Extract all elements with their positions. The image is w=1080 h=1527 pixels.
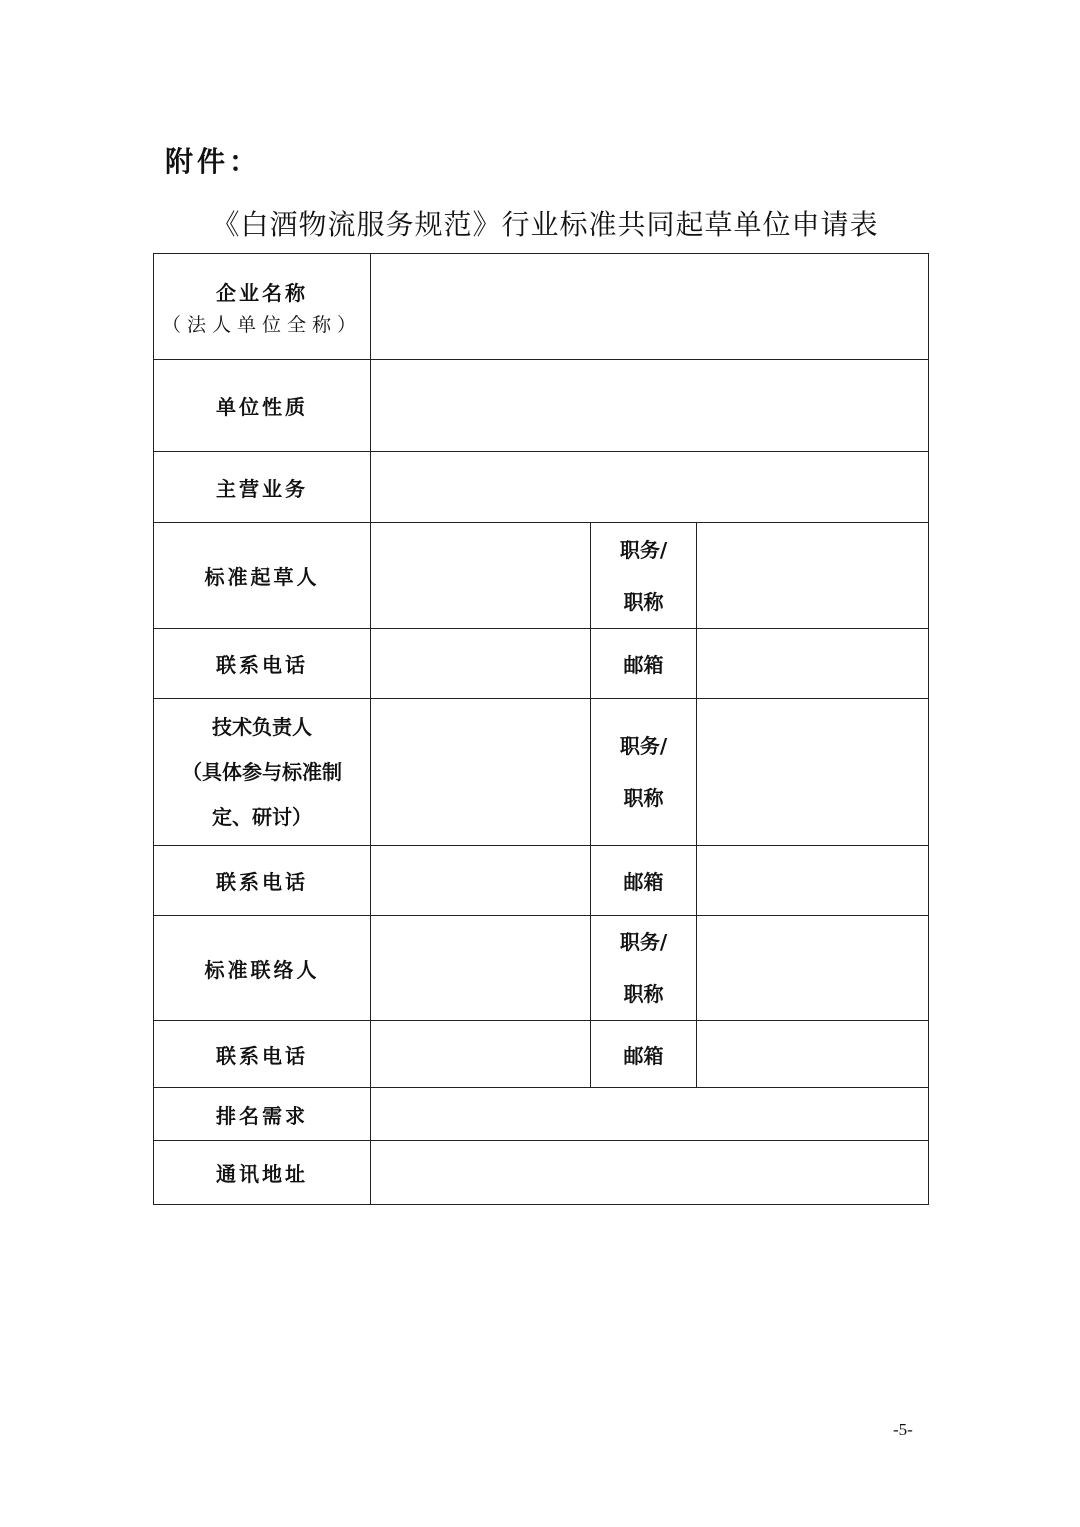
- row-company-name: [154, 254, 929, 360]
- tech-lead-label: [154, 699, 371, 846]
- tech-lead-line2: （具体参与标准制: [182, 759, 342, 784]
- drafter-email-label: 邮箱: [591, 629, 697, 699]
- position-label-line1: 职务/: [619, 537, 668, 562]
- row-ranking: [154, 1088, 929, 1141]
- form-title: 《白酒物流服务规范》行业标准共同起草单位申请表: [211, 208, 879, 241]
- application-form-table: [153, 253, 929, 1205]
- tech-lead-line3: 定、研讨）: [212, 804, 312, 829]
- liaison-label: 标准联络人: [154, 916, 371, 1021]
- ranking-value-cell[interactable]: [371, 1088, 929, 1141]
- address-label: 通讯地址: [154, 1141, 371, 1205]
- position-label-line2: 职称: [623, 589, 664, 614]
- tech-lead-line1: 技术负责人: [212, 714, 312, 739]
- drafter-position-cell[interactable]: [697, 523, 929, 629]
- ranking-label: 排名需求: [154, 1088, 371, 1141]
- row-address: [154, 1141, 929, 1205]
- liaison-email-cell[interactable]: [697, 1021, 929, 1088]
- row-liaison-contact: [154, 1021, 929, 1088]
- liaison-phone-label: 联系电话: [154, 1021, 371, 1088]
- drafter-label: 标准起草人: [154, 523, 371, 629]
- row-drafter-contact: [154, 629, 929, 699]
- tech-lead-email-cell[interactable]: [697, 846, 929, 916]
- row-tech-lead: [154, 699, 929, 846]
- label-company-name: [154, 254, 371, 360]
- row-tech-lead-contact: [154, 846, 929, 916]
- unit-nature-label: 单位性质: [154, 360, 371, 452]
- tech-lead-phone-label: 联系电话: [154, 846, 371, 916]
- tech-lead-position-label: [591, 699, 697, 846]
- main-business-value-cell[interactable]: [371, 452, 929, 523]
- position-label-line1: 职务/: [619, 734, 668, 758]
- tech-lead-email-label: 邮箱: [591, 846, 697, 916]
- position-label-line2: 职称: [623, 982, 664, 1006]
- main-business-label: 主营业务: [154, 452, 371, 523]
- tech-lead-position-cell[interactable]: [697, 699, 929, 846]
- drafter-phone-label: 联系电话: [154, 629, 371, 699]
- address-value-cell[interactable]: [371, 1141, 929, 1205]
- position-label-line1: 职务/: [619, 930, 668, 954]
- attachment-label: 附件：: [165, 145, 262, 178]
- drafter-phone-cell[interactable]: [371, 629, 591, 699]
- unit-nature-value-cell[interactable]: [371, 360, 929, 452]
- company-name-note: （法人单位全称）: [161, 313, 362, 336]
- liaison-phone-cell[interactable]: [371, 1021, 591, 1088]
- liaison-position-cell[interactable]: [697, 916, 929, 1021]
- liaison-email-label: 邮箱: [591, 1021, 697, 1088]
- row-drafter: [154, 523, 929, 629]
- row-unit-nature: [154, 360, 929, 452]
- tech-lead-phone-cell[interactable]: [371, 846, 591, 916]
- tech-lead-name-cell[interactable]: [371, 699, 591, 846]
- liaison-name-cell[interactable]: [371, 916, 591, 1021]
- drafter-position-label: [591, 523, 697, 629]
- drafter-name-cell[interactable]: [371, 523, 591, 629]
- liaison-position-label: [591, 916, 697, 1021]
- position-label-line2: 职称: [623, 786, 664, 810]
- company-name-label: 企业名称: [216, 280, 308, 305]
- page-number: -5-: [893, 1420, 913, 1439]
- drafter-email-cell[interactable]: [697, 629, 929, 699]
- company-name-value-cell[interactable]: [371, 254, 929, 360]
- row-main-business: [154, 452, 929, 523]
- row-liaison: [154, 916, 929, 1021]
